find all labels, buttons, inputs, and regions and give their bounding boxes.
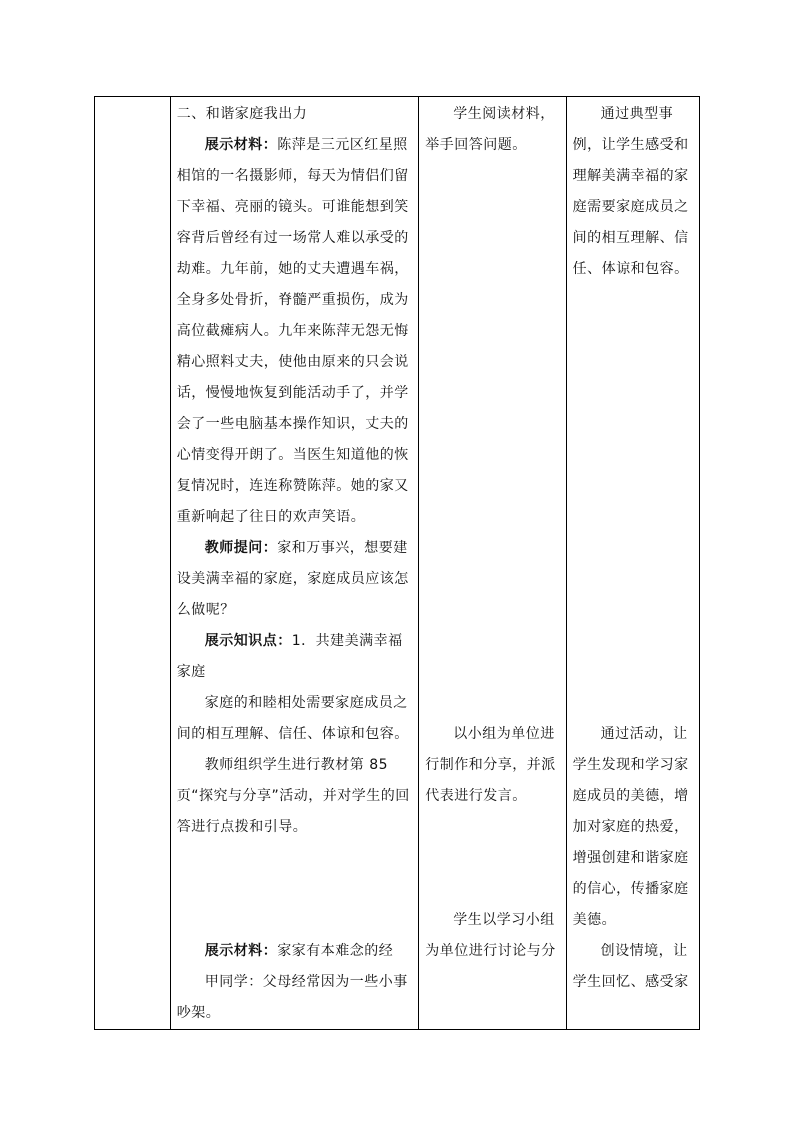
student-activity-1: 学生阅读材料，举手回答问题。 <box>425 106 555 153</box>
knowledge-label: 展示知识点： <box>204 633 292 649</box>
material-paragraph-2 <box>177 936 413 967</box>
spacer <box>425 812 560 905</box>
design-intent-1: 通过典型事例，让学生感受和理解美满幸福的家庭需要家庭成员之间的相互理解、信任、体谅和包容。 <box>572 106 689 277</box>
table-row <box>95 97 700 1030</box>
section-heading: 二、和谐家庭我出力 <box>176 106 308 122</box>
material-text: 陈萍是三元区红星照相馆的一名摄影师，每天为情侣们留下幸福、亮丽的镜头。可谁能想到笑容背后曾经有过一场常人难以承受的劫难。九年前，她的丈夫遭遇车祸，全身多处骨折，脊髓严重损伤，成为高位截瘫病人。九年来陈萍无怨无悔精心照料丈夫，使他由原来的只会说话，慢慢地恢复到能活动手了，并学会了一些电脑基本操作知识，丈夫的心情变得开朗了。当医生知道他的恢复情况时，连连称赞陈萍。她的家又重新响起了往日的欢声笑语。 <box>176 137 409 525</box>
case-paragraph: 甲同学：父母经常因为一些小事吵架。 <box>176 974 408 1021</box>
material-text-2: 家家有本难念的经 <box>277 943 394 959</box>
student-activity-3: 学生以学习小组为单位进行讨论与分 <box>425 912 556 959</box>
knowledge-detail: 家庭的和睦相处需要家庭成员之间的相互理解、信任、体谅和包容。 <box>176 695 409 742</box>
design-intent-cell <box>566 97 699 1030</box>
material-label: 展示材料： <box>204 137 278 153</box>
spacer <box>573 285 694 719</box>
teacher-activity-cell <box>170 97 418 1030</box>
lesson-plan-table <box>94 96 700 1030</box>
material-paragraph <box>177 130 413 533</box>
stage-column-cell <box>95 97 171 1030</box>
spacer <box>177 843 413 936</box>
student-activity-cell <box>419 97 566 1030</box>
design-intent-3: 创设情境，让学生回忆、感受家 <box>572 943 689 990</box>
student-activity-2: 以小组为单位进行制作和分享，并派代表进行发言。 <box>425 726 556 804</box>
knowledge-text: 1．共建美满幸福家庭 <box>176 633 403 680</box>
question-paragraph <box>177 533 413 626</box>
material-label-2: 展示材料： <box>204 943 278 959</box>
design-intent-2: 通过活动，让学生发现和学习家庭成员的美德，增加对家庭的热爱，增强创建和谐家庭的信心，传播家庭美德。 <box>572 726 689 928</box>
question-text: 家和万事兴，想要建设美满幸福的家庭，家庭成员应该怎么做呢？ <box>176 540 409 618</box>
spacer <box>425 161 560 719</box>
knowledge-paragraph <box>177 626 413 688</box>
question-label: 教师提问： <box>204 540 278 556</box>
activity-instruction: 教师组织学生进行教材第 85 页“探究与分享”活动，并对学生的回答进行点拨和引导。 <box>176 757 410 835</box>
